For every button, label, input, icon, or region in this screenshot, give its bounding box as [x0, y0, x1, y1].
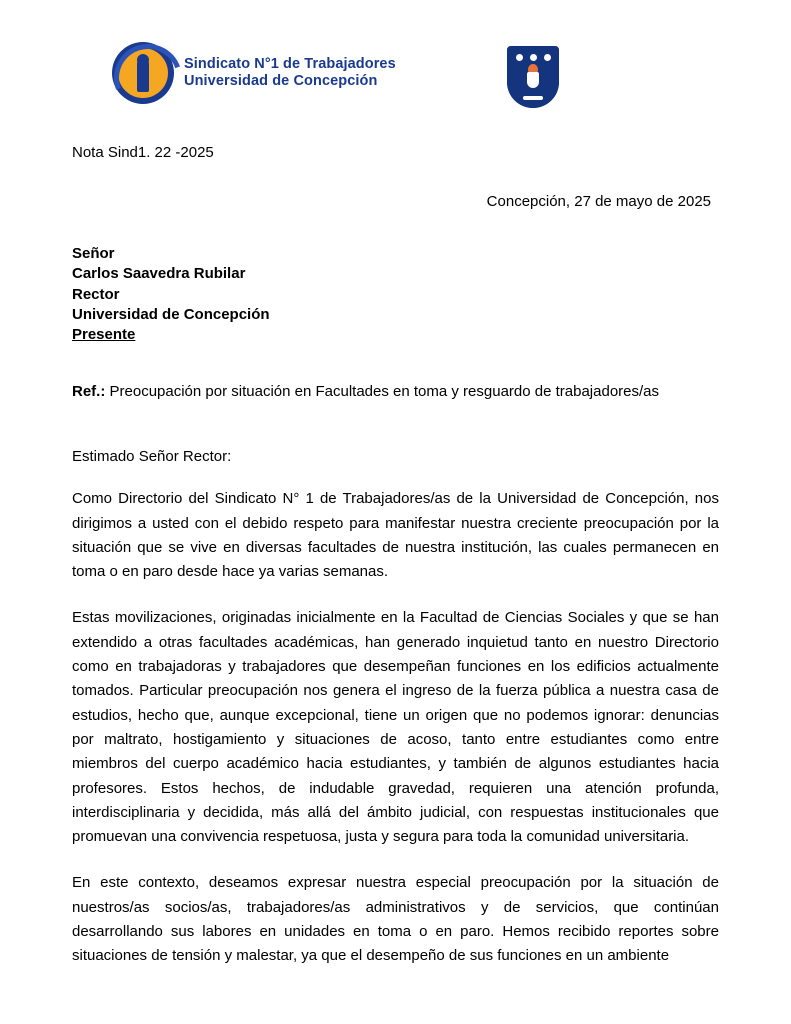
body-paragraph-3: En este contexto, deseamos expresar nuestra especial preocupación por la situación de nuestros/as socios/as, trabajadores/as administrativos y de servicios, que continúan desarrollando sus labores en unidades en toma o en paro. Hemos recibido reportes sobre situaciones de tensión y malestar, ya que el desempeño de sus funciones en un ambiente: [72, 874, 719, 965]
sindicato-emblem-icon: [112, 42, 174, 104]
addressee-institution: Universidad de Concepción: [72, 305, 270, 323]
reference-line: [72, 383, 719, 400]
greeting: Estimado Señor Rector:: [72, 448, 232, 466]
document-number: Nota Sind1. 22 -2025: [72, 144, 214, 161]
sindicato-logo-line2: Universidad de Concepción: [184, 73, 378, 89]
addressee-name: Carlos Saavedra Rubilar: [72, 265, 246, 283]
addressee-delivery: Presente: [72, 326, 136, 343]
sindicato-logo-text: [184, 56, 396, 89]
body-paragraph-2: Estas movilizaciones, originadas inicialmente en la Facultad de Ciencias Sociales y que se han extendido a otras facultades académicas, han generado inquietud tanto en nuestro Directorio como en trabajadoras y trabajadores que desempeñan funciones en los edificios actualmente tomados. Particular preocupación nos genera el ingreso de la fuerza pública a nuestra casa de estudios, hecho que, aunque excepcional, tiene un origen que no podemos ignorar: denuncias por maltrato, hostigamiento y situaciones de acoso, tanto entre estudiantes como entre miembros del cuerpo académico hacia estudiantes, y también de algunos estudiantes hacia profesores. Estos hechos, de indudable gravedad, requieren una atención profunda, interdisciplinaria y decidida, más allá del ámbito judicial, con respuestas institucionales que promuevan una convivencia respetuosa, justa y segura para toda la comunidad universitaria.: [72, 609, 719, 846]
sindicato-logo: [112, 42, 396, 104]
addressee-block: [72, 244, 719, 345]
reference-text: Preocupación por situación en Facultades en toma y resguardo de trabajadores/as: [109, 383, 660, 401]
letter-header: [72, 0, 719, 110]
addressee-title: Señor: [72, 245, 115, 262]
udec-shield-icon: [507, 46, 559, 108]
addressee-position: Rector: [72, 285, 120, 303]
udec-shield-logo: [507, 46, 559, 108]
body-paragraph-1: Como Directorio del Sindicato N° 1 de Trabajadores/as de la Universidad de Concepción, nos dirigimos a usted con el debido respeto para manifestar nuestra creciente preocupación por la situación que se vive en diversas facultades de nuestra institución, las cuales permanecen en toma o en paro desde hace ya varias semanas.: [72, 490, 719, 581]
city-and-date: Concepción, 27 de mayo de 2025: [486, 193, 711, 210]
sindicato-logo-line1: Sindicato N°1 de Trabajadores: [184, 56, 396, 73]
reference-label: Ref.:: [72, 383, 106, 401]
